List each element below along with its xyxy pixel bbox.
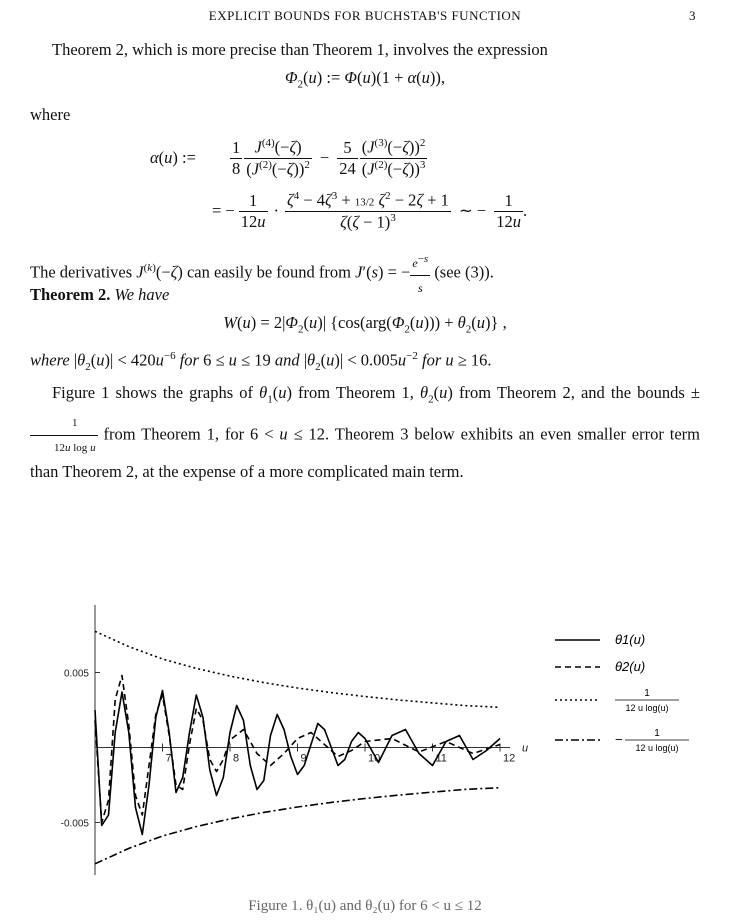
legend-den-2: 12 u log(u) (625, 703, 669, 713)
figure-paragraph: Figure 1 shows the graphs of $\theta_1(u)$ from Theorem 1, $\theta_2(u)$ from Theorem 2, and the bounds ± $\frac{1}{\text{12u log u}}$ from Theorem 1, for 6 < u ≤ 12. Theorem 3 below exhibits an even smaller error term than Theorem 2, at the expense of a more complicated main term. (30, 383, 700, 482)
x-tick-label-7: 7 (165, 752, 172, 765)
series-line-3 (95, 788, 500, 864)
derivatives-line: The derivatives $J^{(k)}(-\zeta)$ can easily be found from J′(s) = − $\frac{e^{-s}}{s}$ (see (3)). (30, 247, 700, 300)
theta-chart (60, 580, 720, 890)
x-axis-label: u (522, 742, 529, 755)
legend-num-3: 1 (654, 728, 660, 739)
figure-1 (60, 580, 720, 890)
legend-num-2: 1 (644, 688, 650, 699)
legend-label-0: θ1(u) (615, 632, 646, 647)
theorem-intro: We have (114, 285, 170, 304)
y-tick-label-1: -0.005 (60, 818, 89, 830)
theorem-label: Theorem 2. (30, 285, 111, 304)
intro-paragraph: Theorem 2, which is more precise than Theorem 1, involves the expression (52, 40, 548, 59)
series-line-2 (95, 631, 500, 707)
where-word: where (30, 105, 71, 124)
x-tick-label-10: 10 (368, 752, 381, 765)
phi2-equation: $\Phi_2(u)$ := Φ(u)(1 + α(u)), (284, 68, 446, 91)
alpha-definition: α(u) := $\frac{1}{8}$ $\frac{J^{(4)}(-\zeta)}{(J^{(2)}(-\zeta))^2}$ − $\frac{5}{24}$ $\frac{(J^{(3)}(-\zeta))^2}{(J^{(2)}(-\zeta))^3}$ = − $\frac{1}{12u}$ · $\frac{\zeta^4 - 4\zeta^3 + 13/2 \zeta^2 - 2\zeta + 1}{\zeta(\zeta - 1)^3}$ ∼ − $\frac{1}{12u}$ . (150, 137, 528, 231)
y-tick-label-0: 0.005 (63, 668, 89, 680)
running-header (30, 8, 700, 28)
legend-label-1: θ2(u) (615, 659, 646, 674)
theorem-condition: where $|\theta_2(u)| < 420u^{-6}$ for 6 ≤ u ≤ 19 and $|\theta_2(u)| < 0.005u^{-2}$ for u ≥ 16. (30, 350, 492, 373)
legend-sign-3: − (615, 732, 623, 747)
page-number: 3 (689, 8, 696, 23)
legend-den-3: 12 u log(u) (635, 743, 679, 753)
theorem-2-heading (30, 283, 700, 307)
x-tick-label-8: 8 (233, 752, 240, 765)
theorem-equation: $W(u) = 2|\Phi_2(u)|$ $\{\cos(arg(\Phi_2(u))) + \theta_2(u)\}$ , (223, 313, 507, 336)
figure-caption: Figure 1. θ₁(u) and θ₂(u) for 6 < u ≤ 12 (248, 898, 482, 914)
running-title: EXPLICIT BOUNDS FOR BUCHSTAB'S FUNCTION (208, 8, 522, 23)
x-tick-label-12: 12 (503, 752, 516, 765)
x-tick-label-9: 9 (300, 752, 307, 765)
x-tick-label-11: 11 (435, 752, 447, 765)
